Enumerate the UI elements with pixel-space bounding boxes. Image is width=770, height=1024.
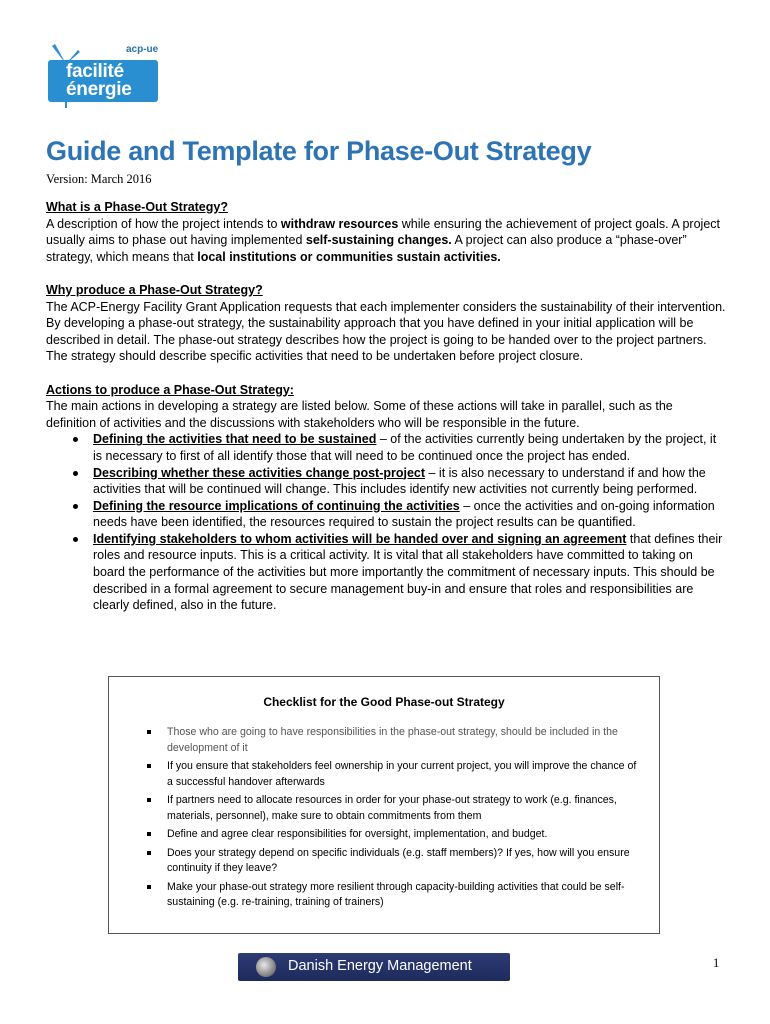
section-text-why: The ACP-Energy Facility Grant Application requests that each implementer considers the sustainability of their intervention. By developing a phase-out strategy, the sustainability approach that you have defined in your initial application will be described in detail. The phase-out strategy describes how the project is going to be handed over to the project partners. The strategy should describe specific activities that need to be undertaken before project closure.	[46, 299, 726, 364]
globe-icon	[256, 957, 276, 977]
checklist-item: If you ensure that stakeholders feel ownership in your current project, you will improve the chance of a successful handover afterwards	[143, 759, 643, 790]
square-bullet-icon	[147, 832, 151, 836]
logo-top-text: acp-ue	[126, 44, 159, 55]
document-title: Guide and Template for Phase-Out Strategy	[46, 136, 592, 166]
checklist-item: Does your strategy depend on specific individuals (e.g. staff members)? If yes, how will you ensure continuity if they leave?	[143, 846, 643, 877]
bullet-icon	[73, 537, 78, 542]
square-bullet-icon	[147, 851, 151, 855]
square-bullet-icon	[147, 885, 151, 889]
document-version: Version: March 2016	[46, 172, 152, 186]
square-bullet-icon	[147, 764, 151, 768]
danish-energy-management-logo	[238, 953, 510, 981]
page-number: 1	[713, 956, 720, 970]
actions-list	[46, 431, 726, 614]
section-text-actions-intro: The main actions in developing a strategy are listed below. Some of these actions will take in parallel, such as the definition of activities and the discussions with stakeholders who will be responsible in the future.	[46, 399, 673, 430]
section-heading-why: Why produce a Phase-Out Strategy?	[46, 282, 263, 297]
checklist-item: Make your phase-out strategy more resilient through capacity-building activities that could be self-sustaining (e.g. re-training, training of trainers)	[143, 880, 643, 911]
list-item: Defining the activities that need to be sustained – of the activities currently being undertaken by the project, it is necessary to first of all identify those that will need to be continued once the project has ended.	[46, 431, 726, 464]
checklist-box	[108, 676, 660, 934]
square-bullet-icon	[147, 730, 151, 734]
facilite-energie-logo	[44, 40, 162, 112]
checklist-title: Checklist for the Good Phase-out Strategy	[263, 695, 505, 709]
section-text-what: A description of how the project intends to withdraw resources while ensuring the achievement of project goals. A project usually aims to phase out having implemented self-sustaining changes. A project can also produce a “phase-over” strategy, which means that local institutions or communities sustain activities.	[46, 216, 720, 264]
footer-logo-text: Danish Energy Management	[288, 958, 472, 974]
list-item: Describing whether these activities change post-project – it is also necessary to understand if and how the activities that will be continued will change. This includes identify new activities not currently being performed.	[46, 465, 726, 498]
list-item: Identifying stakeholders to whom activities will be handed over and signing an agreement that defines their roles and resource inputs. This is a critical activity. It is vital that all stakeholders have committed to taking on board the performance of the activities but more importantly the commitment of necessary inputs. This should be described in a formal agreement to secure management buy-in and ensure that roles and responsibilities are clearly defined, also in the future.	[46, 531, 726, 614]
logo-line1: facilité	[66, 61, 124, 82]
checklist-item: Define and agree clear responsibilities for oversight, implementation, and budget.	[143, 827, 643, 843]
checklist-item: Those who are going to have responsibilities in the phase-out strategy, should be included in the development of it	[143, 725, 643, 756]
bullet-icon	[73, 471, 78, 476]
bullet-icon	[73, 504, 78, 509]
square-bullet-icon	[147, 798, 151, 802]
bullet-icon	[73, 437, 78, 442]
section-heading-what: What is a Phase-Out Strategy?	[46, 200, 228, 214]
document-body	[46, 199, 726, 614]
checklist-items	[143, 725, 643, 914]
section-heading-actions: Actions to produce a Phase-Out Strategy:	[46, 382, 294, 397]
list-item: Defining the resource implications of continuing the activities – once the activities and on-going information needs have been identified, the resources required to sustain the project results can be quantified.	[46, 498, 726, 531]
checklist-item: If partners need to allocate resources in order for your phase-out strategy to work (e.g. finances, materials, personnel), make sure to obtain commitments from them	[143, 793, 643, 824]
logo-line2: énergie	[66, 79, 132, 100]
